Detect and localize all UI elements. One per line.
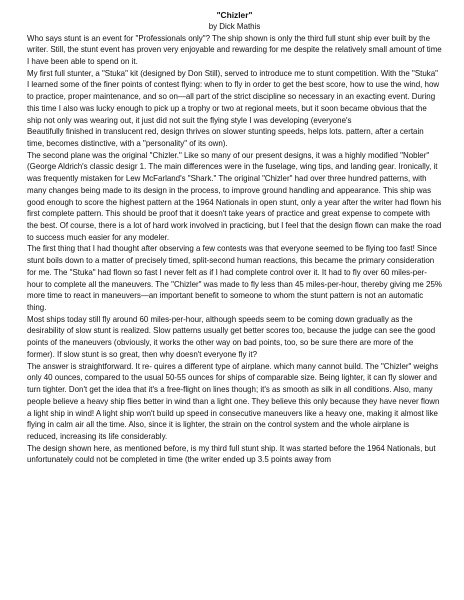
paragraph-flying-speed: The first thing that I had thought after observing a few contests was that everyone seemed to be flying too fast! Since stunt boils down to a matter of precisely timed, split-second human reactions, this became the primary consideration for me. The "Stuka" had flown so fast I never felt as if I had complete control over it. It had to fly over 60 miles-per-hour to complete all the maneuvers. The "Chizler" was made to fly less than 45 miles-per-hour, thereby giving me 25% more time to react in maneuvers—an important benefit to someone to whom the stunt pattern is not an automatic thing. bbox=[27, 244, 442, 313]
paragraph-intro: Who says stunt is an event for "Professionals only"? The ship shown is only the third full stunt ship ever built by the writer. Still, the stunt event has proven very enjoyable and rewarding for me despite the relatively small amount of time I have been able to spend on it. bbox=[27, 33, 442, 66]
paragraph-second-plane: The second plane was the original "Chizler." Like so many of our present designs, it was a highly modified "Nobler" (George Aldrich's classic desigr 1. The main differences were in the fuselage, wing tips, and landing gear. Ironically, it was frequently mistaken for Lew McFarland's "Shark." The original "Chizler" had over three hundred patterns, with many changes being made to its design in the process, to improve ground handling and appearance. This ship was good enough to score the highest pattern at the 1964 Nationals in open stunt, only a year after the writer had flown his first complete pattern. This should be proof that it doesn't take years of practice and great expense to compete with the best. Of course, there is a lot of hard work involved in practicing, but I feel that the design flown can make the road to success much easier for any modeler. bbox=[27, 150, 442, 242]
paragraph-third-ship: The design shown here, as mentioned before, is my third full stunt ship. It was started before the 1964 Nationals, but unfortunately could not be completed in time (the writer ended up 3.5 points away from bbox=[27, 443, 436, 465]
article-byline: by Dick Mathis bbox=[208, 22, 261, 31]
paragraph-weight: The answer is straightforward. It re- quires a different type of airplane. which many cannot build. The "Chizler" weighs only 40 ounces, compared to the usual 50-55 ounces for ships of comparable size. Being lighter, it can fly slower and turn tighter. Don't get the idea that it's a free-flight on lines though; it's as smooth as silk in all conditions. Also, many people believe a heavy ship flies better in wind than a light one. They believe this only because they have never flown a light ship in wind! A light ship won't build up speed in consecutive maneuvers like a heavy one, making it almost like flying in calm air all the time. Also, since it is lighter, the strain on the control system and the whole airplane is reduced, increasing its life considerably. bbox=[27, 361, 440, 441]
paragraph-caption: Beautifully finished in translucent red, design thrives on slower stunting speeds, helps lots. pattern, after a certain time, becomes distinctive, with a "personality" of its own). bbox=[27, 127, 424, 148]
paragraph-slow-stunt: Most ships today still fly around 60 miles-per-hour, although speeds seem to be coming down gradually as the desirability of slow stunt is realized. Slow patterns usually get better scores too, because the judge can see the good points of the maneuvers (obviously, it works the other way on bad points, too, so be sure there are more of the former). If slow stunt is so great, then why doesn't everyone fly it? bbox=[27, 314, 436, 359]
paragraph-first-stunter: My first full stunter, a "Stuka" kit (designed by Don Still), served to introduce me to stunt competition. With the "Stuka" I learned some of the finer points of contest flying: when to fly in order to get the best score, how to use the wind, how to practice, proper maintenance, and so on—all part of the strict discipline so necessary in an exacting event. During this time I also was lucky enough to pick up a trophy or two at regional meets, but it soon became obvious that the ship not only was wearing out, it just did not suit the flying style I was developing (everyone's bbox=[27, 68, 440, 125]
article-title: "Chizler" bbox=[216, 10, 253, 20]
